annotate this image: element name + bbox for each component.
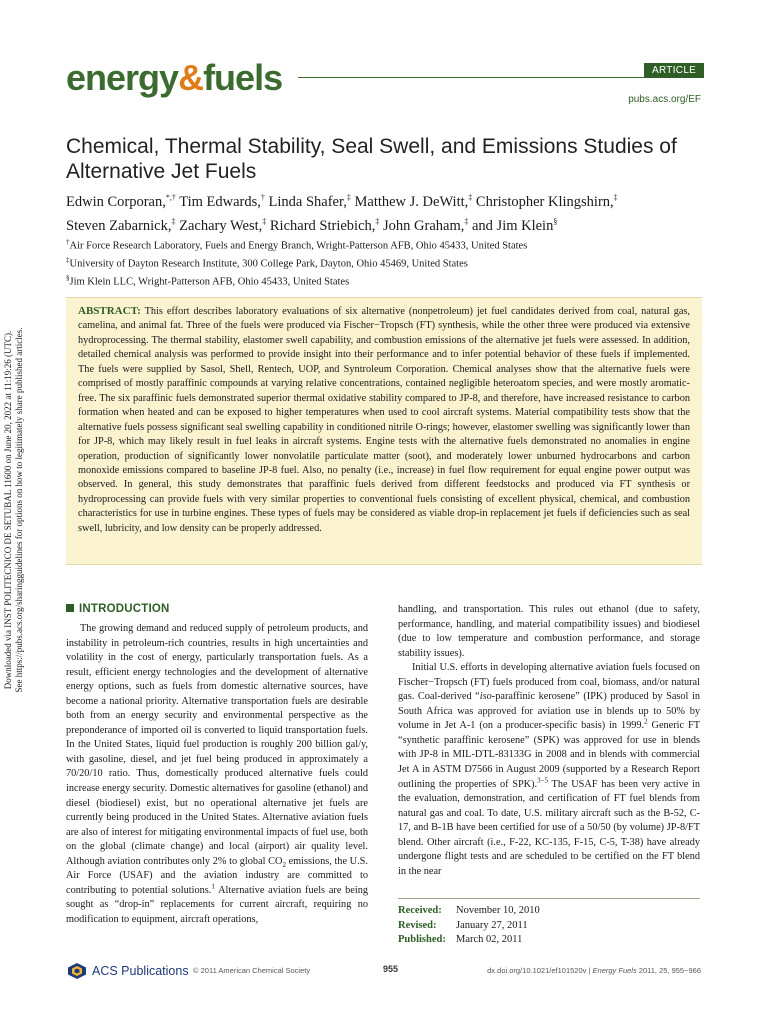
date-published xyxy=(398,933,540,948)
date-label: Published: xyxy=(398,934,446,945)
affiliation-3 xyxy=(66,272,706,289)
article-type-badge: ARTICLE xyxy=(644,63,704,78)
author-name[interactable]: Linda Shafer, xyxy=(264,193,347,210)
author-affiliation-marker: ‡ xyxy=(375,216,380,226)
paragraph-text: Generic FT “synthetic paraffinic kerosene” (SPK) was approved for use in blends with JP-8 in MIL-DTL-83133G in 2008 and in blends with commercial Jet A in ASTM D7566 in August 2009 (supported by a Research Report outlining the properties of SPK). xyxy=(398,720,701,790)
affiliation-text: University of Dayton Research Institute, 300 College Park, Dayton, Ohio 45469, United States xyxy=(69,258,468,270)
author-list xyxy=(66,188,706,236)
date-label: Received: xyxy=(398,905,442,916)
author-affiliation-marker: ‡ xyxy=(468,193,473,202)
acs-publications-logo[interactable] xyxy=(66,962,189,980)
author-name[interactable]: Christopher Klingshirn, xyxy=(472,193,614,210)
body-column-left xyxy=(66,622,368,927)
abstract-body xyxy=(78,304,690,536)
article-title: Chemical, Thermal Stability, Seal Swell, and Emissions Studies of Alternative Jet Fuels xyxy=(66,135,677,183)
affiliation-marker: § xyxy=(66,274,70,282)
copyright-notice: © 2011 American Chemical Society xyxy=(193,966,311,975)
abstract-text: This effort describes laboratory evaluations of six alternative (nonpetroleum) jet fuel candidates derived from coal, natural gas, camelina, and animal fat. Three of the fuels were produced via Fischer−Tropsch (FT) synthesis, while the other three were produced via extensive hydroprocessing. The thermal stability, elastomer swell capability, and combustion emissions of the alternative jet fuels were assessed. In addition, detailed chemical analysis was performed to provide insight into their performance and to infer potential behavior of these fuels if implemented. The fuels were supplied by Sasol, Shell, Rentech, UOP, and Syntroleum Corporation. Chemical analyses show that the alternative fuels were comprised of mostly paraffinic compounds at varying relative concentrations, contained negligible heteroatom species, and were mostly aromatic-free. The six paraffinic fuels demonstrated superior thermal oxidative stability compared to JP-8, and therefore, have increased resistance to carbon formation when heated and can be exposed to higher temperatures when used to cool aircraft systems. Material compatibility tests show that the alternative fuels possess significant seal swelling capability in conditioned nitrile O-rings; however, elastomer swelling was significantly lower than for JP-8, which may likely result in fuel leaks in aircraft systems. Engine tests with the alternative fuels demonstrated no anomalies in engine operation, production of significantly lower nonvolatile particulate matter (soot), and moderately lower unburned hydrocarbons and carbon monoxide emissions compared to baseline JP-8 fuel. Also, no penalty (i.e., increase) in fuel flow requirement for equal engine power output was observed. In general, this study demonstrates that paraffinic fuels derived from different feedstocks and produced via FT synthesis or hydroprocessing can provide fuels with very similar properties to conventional fuels consisting of excellent physical, chemical, and combustion characteristics for use in turbine engines. These types of fuels may be considered as viable drop-in replacement jet fuels if deficiencies such as seal swell, lubricity, and low density can be properly addressed. xyxy=(78,306,691,534)
author-name[interactable]: Matthew J. DeWitt, xyxy=(350,193,469,210)
paragraph-text: The growing demand and reduced supply of petroleum products, and instability in petroleum-rich countries, results in high uncertainties and volatility in the cost of energy, particularly transportation fuels. As a result, efficient energy technologies and the development of alternative energy options, such as fuels from domestic alternative sources, have become a national priority. Alternative transportation fuels are desirable both from an energy security and environmental perspective as the preponderance of imported oil is converted to liquid transportation fuels. In the United States, liquid fuel production is roughly 200 billion gal/y, with gasoline, diesel, and jet fuel being produced in approximately a 70/20/10 ratio. Thus, domestically produced alternative fuels could increase energy security. Domestic alternatives for gasoline (ethanol) and diesel (biodiesel) exist, but no operational alternative jet fuels are currently being produced in the United States. Alternative aviation fuels are also of interest for mitigating environmental impacts of fuel use, both on the global (climate change) and local (airport) air quality level. Although aviation contributes only 2% to global CO xyxy=(66,623,368,867)
author-name[interactable]: Steven Zabarnick, xyxy=(66,217,172,234)
body-column-right xyxy=(398,603,700,879)
date-value: January 27, 2011 xyxy=(456,919,528,931)
author-name[interactable]: Edwin Corporan, xyxy=(66,193,166,210)
author-affiliation-marker: ‡ xyxy=(613,193,618,202)
author-affiliation-marker: † xyxy=(260,193,265,202)
paragraph-text: emissions, the U.S. Air Force (USAF) and the aviation industry are committed to contributing to potential solutions. xyxy=(66,855,368,896)
body-paragraph: handling, and transportation. This rules out ethanol (due to safety, performance, handling, and material compatibility issues) and biodiesel (due to low temperature and combustion performance, and storage stability issues). xyxy=(398,604,700,659)
publication-dates xyxy=(398,904,540,948)
download-notice-line-1: Downloaded via INST POLITECNICO DE SETUBAL 11600 on June 20, 2022 at 11:19:26 (UTC). xyxy=(3,330,13,690)
author-affiliation-marker: § xyxy=(553,216,558,226)
author-affiliation-marker: ‡ xyxy=(171,216,176,226)
affiliation-1 xyxy=(66,236,706,253)
paragraph-text: -paraffinic kerosene” (IPK) produced by Sasol in South Africa was approved for aviation use in blends up to 50% by volume in Jet A-1 (on a producer-specific basis) in 1999. xyxy=(398,691,700,732)
logo-part-fuels: fuels xyxy=(203,57,283,98)
body-paragraph xyxy=(66,622,368,927)
date-value: November 10, 2010 xyxy=(456,905,540,916)
acs-hexagon-icon xyxy=(66,962,88,980)
citation-details: 2011, 25, 955−966 xyxy=(636,966,701,975)
citation-ref[interactable]: 3−5 xyxy=(537,776,549,785)
paragraph-text: Initial U.S. efforts in developing alternative aviation fuels focused on Fischer−Tropsch (FT) fuels produced from coal, biomass, and/or natural gas. Coal-derived “ xyxy=(398,662,700,703)
abstract-label: ABSTRACT: xyxy=(78,305,141,317)
doi-link[interactable]: dx.doi.org/10.1021/ef101520v xyxy=(487,966,587,975)
abstract-box xyxy=(66,297,702,565)
body-paragraph xyxy=(398,661,700,879)
section-square-icon xyxy=(66,604,74,612)
paragraph-text: Alternative aviation fuels are being sought as “drop-in” replacements for current aircraft, requiring no modification to equipment, aircraft operations, xyxy=(66,884,369,925)
date-value: March 02, 2011 xyxy=(456,934,523,945)
author-name[interactable]: John Graham, xyxy=(379,217,465,234)
author-line-1 xyxy=(66,188,706,212)
affiliation-marker: † xyxy=(66,238,70,246)
author-affiliation-marker: ‡ xyxy=(262,216,267,226)
publisher-name: ACS Publications xyxy=(92,964,189,978)
section-heading-text: INTRODUCTION xyxy=(79,603,170,615)
author-name[interactable]: Tim Edwards, xyxy=(175,193,261,210)
author-affiliation-marker: ‡ xyxy=(346,193,351,202)
affiliation-text: Air Force Research Laboratory, Fuels and Energy Branch, Wright-Patterson AFB, Ohio 45433, United States xyxy=(69,240,528,252)
author-name[interactable]: Zachary West, xyxy=(175,217,263,234)
journal-abbrev: Energy Fuels xyxy=(592,966,637,975)
citation-ref[interactable]: 1 xyxy=(211,882,215,891)
date-revised xyxy=(398,919,540,934)
author-affiliation-marker: ‡ xyxy=(464,216,469,226)
doi-citation: dx.doi.org/10.1021/ef101520v | Energy Fuels 2011, 25, 955−966 xyxy=(487,966,701,975)
dates-rule xyxy=(398,898,700,899)
download-notice-line-2[interactable]: See https://pubs.acs.org/sharingguidelines for options on how to legitimately share published articles. xyxy=(14,327,24,693)
logo-ampersand: & xyxy=(178,57,204,98)
journal-logo xyxy=(66,58,282,98)
author-name[interactable]: Richard Striebich, xyxy=(266,217,376,234)
masthead-rule xyxy=(298,77,702,78)
citation-ref[interactable]: 2 xyxy=(644,717,648,726)
author-name[interactable]: and Jim Klein xyxy=(468,217,554,234)
affiliation-marker: ‡ xyxy=(66,256,70,264)
date-received xyxy=(398,904,540,919)
author-affiliation-marker: *,† xyxy=(165,193,176,202)
paragraph-text: The USAF has been very active in the evaluation, demonstration, and certification of FT fuel blends from natural gas and coal. To date, U.S. military aircraft such as the B-52, C-17, and B-1B have been certified for use of a 50/50 (by volume) JP-8/FT blend. Other aircraft (i.e., F-22, KC-135, F-15, C-5, T-38) have already undergone flight tests and are scheduled to be certified on the FT blend in the near xyxy=(398,778,700,877)
italic-prefix: iso xyxy=(479,691,492,703)
journal-url-link[interactable]: pubs.acs.org/EF xyxy=(628,94,701,105)
subscript: 2 xyxy=(282,860,286,869)
logo-part-energy: energy xyxy=(66,57,179,98)
affiliation-2 xyxy=(66,254,706,271)
date-label: Revised: xyxy=(398,919,437,931)
page-number: 955 xyxy=(383,964,399,974)
download-notice xyxy=(4,300,24,720)
author-line-2 xyxy=(66,212,706,236)
section-heading-introduction xyxy=(66,603,170,615)
affiliation-text: Jim Klein LLC, Wright-Patterson AFB, Ohio 45433, United States xyxy=(69,276,350,288)
